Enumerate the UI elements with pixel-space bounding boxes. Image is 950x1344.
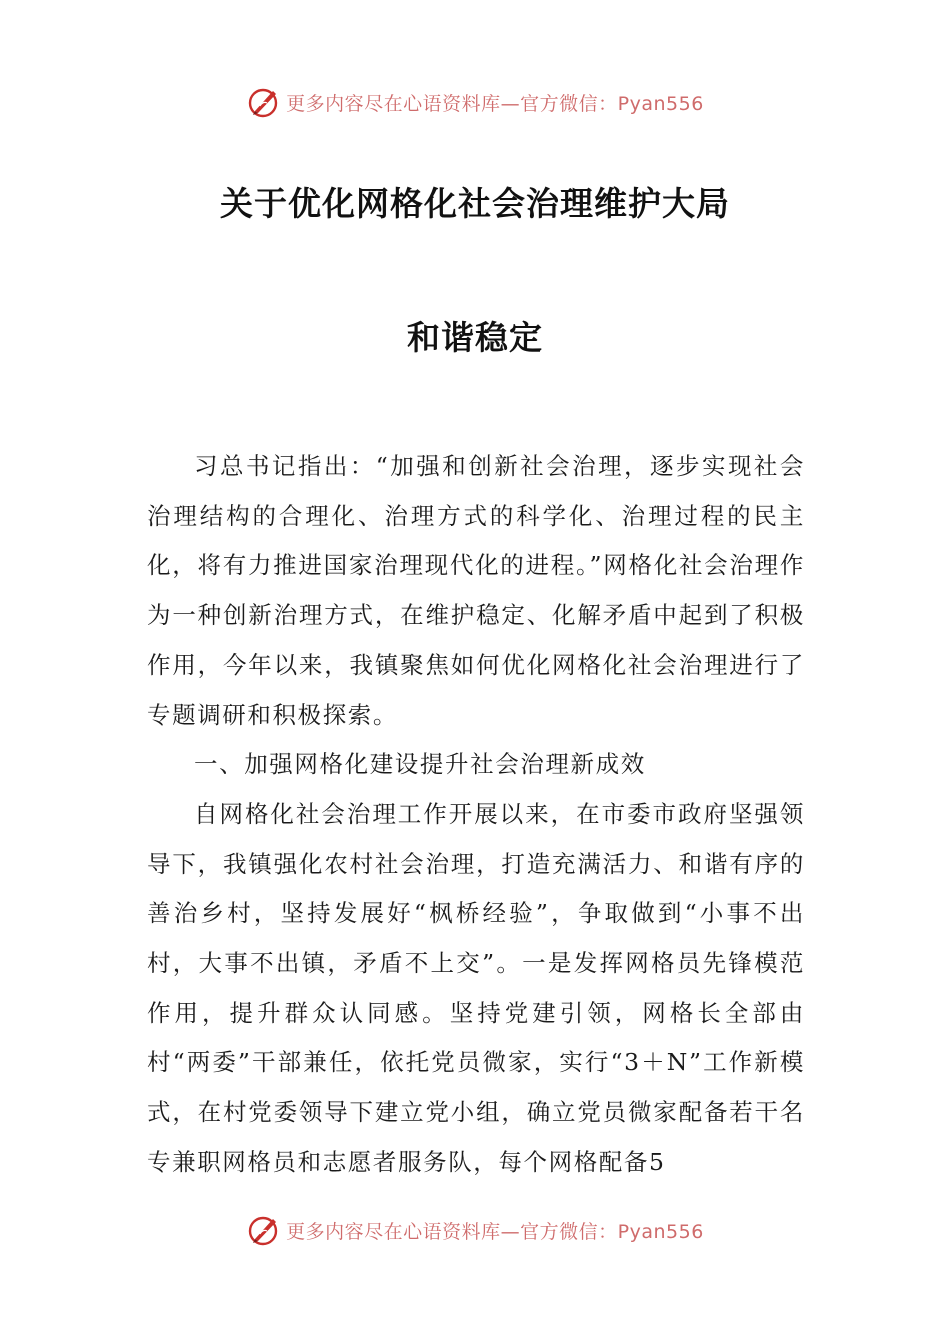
document-title-line2: 和谐稳定 — [407, 318, 543, 357]
paragraph-section-1: 自网格化社会治理工作开展以来，在市委市政府坚强领导下，我镇强化农村社会治理，打造充满活力、和谐有序的善治乡村，坚持发展好“枫桥经验”，争取做到“小事不出村，大事不出镇，矛盾不上交”。一是发挥网格员先锋模范作用，提升群众认同感。坚持党建引领，网格长全部由村“两委”干部兼任，依托党员微家，实行“3＋N”工作新模式，在村党委领导下建立党小组，确立党员微家配备若干名专兼职网格员和志愿者服务队，每个网格配备5 — [147, 799, 805, 1176]
document-title-line1: 关于优化网格化社会治理维护大局 — [220, 184, 730, 223]
pen-circle-icon — [246, 84, 282, 120]
document-body — [147, 442, 805, 1188]
header-watermark — [0, 82, 950, 122]
watermark-text: 更多内容尽在心语资料库—官方微信：Pyan556 — [286, 92, 704, 115]
watermark-text: 更多内容尽在心语资料库—官方微信：Pyan556 — [286, 1220, 704, 1243]
footer-watermark — [0, 1210, 950, 1250]
pen-circle-icon — [246, 1212, 282, 1248]
paragraph-intro: 习总书记指出：“加强和创新社会治理，逐步实现社会治理结构的合理化、治理方式的科学化、治理过程的民主化，将有力推进国家治理现代化的进程。”网格化社会治理作为一种创新治理方式，在维护稳定、化解矛盾中起到了积极作用，今年以来，我镇聚焦如何优化网格化社会治理进行了专题调研和积极探索。 — [147, 452, 805, 729]
section-heading-1: 一、加强网格化建设提升社会治理新成效 — [194, 750, 646, 779]
